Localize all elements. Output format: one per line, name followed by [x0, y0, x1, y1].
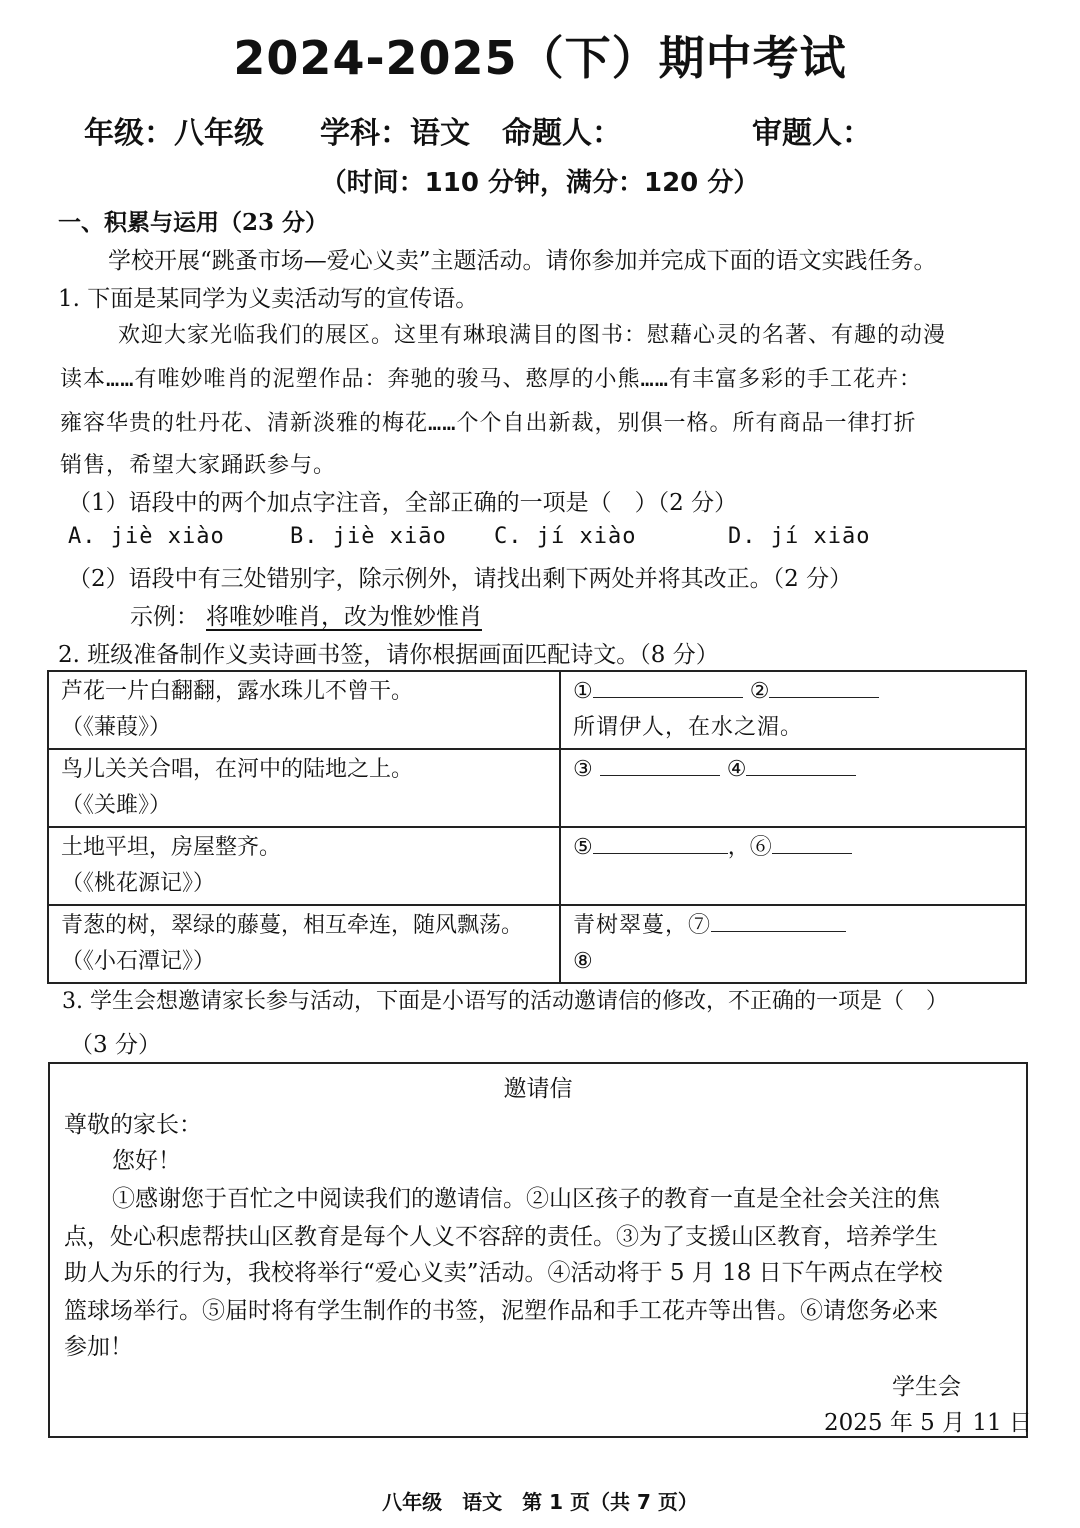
- q1-passage-line: 销售，希望大家踊跃参与。: [60, 453, 337, 478]
- table-cell-answer: [560, 827, 1026, 905]
- option-a: A. jiè xiào: [68, 524, 225, 549]
- answer-blank[interactable]: [600, 753, 720, 776]
- row-source: （《小石潭记》）: [61, 949, 216, 974]
- option-b: B. jiè xiāo: [290, 524, 447, 549]
- answer-blank[interactable]: [711, 909, 846, 932]
- example-text: 将唯妙唯肖，改为惟妙惟肖: [206, 604, 482, 630]
- letter-date: 2025 年 5 月 11 日: [824, 1410, 1032, 1436]
- table-row: [48, 749, 1026, 827]
- letter-signature: 学生会: [892, 1374, 961, 1400]
- reviewer-label: 审题人：: [752, 116, 872, 151]
- option-d: D. jí xiāo: [728, 524, 871, 549]
- q1-passage-line: 雍容华贵的牡丹花、清新淡雅的梅花……个个自出新裁，别俱一格。所有商品一律打折: [60, 411, 917, 436]
- row-source: （《蒹葭》）: [61, 715, 172, 740]
- invitation-letter: [48, 1062, 1032, 1438]
- example-label: 示例：: [130, 604, 199, 630]
- table-row: [48, 905, 1026, 983]
- section-intro: 学校开展“跳蚤市场—爱心义卖”主题活动。请你参加并完成下面的语文实践任务。: [108, 248, 937, 274]
- row-source: （《关雎》）: [61, 793, 172, 818]
- table-cell-desc: [48, 905, 560, 983]
- table-cell-desc: [48, 827, 560, 905]
- q1-sub2: （2）语段中有三处错别字，除示例外，请找出剩下两处并将其改正。（2 分）: [68, 566, 853, 592]
- letter-body-line: 点，处心积虑帮扶山区教育是每个人义不容辞的责任。③为了支援山区教育，培养学生: [64, 1224, 938, 1250]
- given-line: 所谓伊人，在水之湄。: [573, 715, 804, 740]
- q1-sub1: （1）语段中的两个加点字注音，全部正确的一项是（ ）（2 分）: [68, 490, 738, 516]
- letter-greeting: 您好！: [112, 1148, 181, 1174]
- answer-blank[interactable]: [593, 675, 743, 698]
- row-desc: 鸟儿关关合唱，在河中的陆地之上。: [61, 757, 414, 782]
- table-cell-answer: [560, 671, 1026, 749]
- option-c: C. jí xiào: [494, 524, 637, 549]
- blank-label: ①: [573, 679, 593, 704]
- grade-label: 年级：八年级: [84, 116, 264, 151]
- table-cell-answer: [560, 905, 1026, 983]
- row-source: （《桃花源记》）: [61, 871, 216, 896]
- row-desc: 芦花一片白翻翻，露水珠儿不曾干。: [61, 679, 414, 704]
- letter-body-line: 篮球场举行。⑤届时将有学生制作的书签，泥塑作品和手工花卉等出售。⑥请您务必来: [64, 1298, 938, 1324]
- time-info: （时间：110 分钟，满分：120 分）: [320, 168, 760, 198]
- row-desc: 青葱的树，翠绿的藤蔓，相互牵连，随风飘荡。: [61, 913, 524, 938]
- letter-body-line: 参加！: [64, 1334, 133, 1360]
- table-cell-desc: [48, 671, 560, 749]
- table-cell-desc: [48, 749, 560, 827]
- q3-points: （3 分）: [70, 1032, 161, 1058]
- section-heading: 一、积累与运用（23 分）: [58, 209, 329, 236]
- blank-label: 青树翠蔓，⑦: [573, 913, 712, 938]
- blank-label: ③: [573, 757, 593, 782]
- letter-body-line: 助人为乐的行为，我校将举行“爱心义卖”活动。④活动将于 5 月 18 日下午两点在学校: [64, 1260, 943, 1286]
- blank-label: ⑤: [573, 835, 593, 860]
- row-desc: 土地平坦，房屋整齐。: [61, 835, 282, 860]
- subject-label: 学科：语文: [320, 116, 470, 151]
- q1-passage-line: 读本……有唯妙唯肖的泥塑作品：奔驰的骏马、憨厚的小熊……有丰富多彩的手工花卉：: [60, 367, 922, 392]
- q1-passage-line: 欢迎大家光临我们的展区。这里有琳琅满目的图书：慰藉心灵的名著、有趣的动漫: [118, 323, 947, 348]
- q2-stem: 2. 班级准备制作义卖诗画书签，请你根据画面匹配诗文。（8 分）: [58, 642, 719, 668]
- given-line: ⑧: [573, 949, 593, 974]
- answer-blank[interactable]: [769, 675, 879, 698]
- poem-match-table: [47, 670, 1027, 984]
- letter-salutation: 尊敬的家长：: [64, 1112, 202, 1138]
- table-row: [48, 827, 1026, 905]
- page-footer: 八年级 语文 第 1 页（共 7 页）: [382, 1490, 698, 1514]
- answer-blank[interactable]: [593, 831, 728, 854]
- answer-blank[interactable]: [746, 753, 856, 776]
- q1-stem: 1. 下面是某同学为义卖活动写的宣传语。: [58, 286, 479, 312]
- answer-blank[interactable]: [772, 831, 852, 854]
- q3-stem: 3. 学生会想邀请家长参与活动，下面是小语写的活动邀请信的修改，不正确的一项是（ ）: [62, 989, 948, 1014]
- letter-body-line: ①感谢您于百忙之中阅读我们的邀请信。②山区孩子的教育一直是全社会关注的焦: [112, 1186, 940, 1212]
- setter-label: 命题人：: [502, 116, 622, 151]
- letter-title: 邀请信: [503, 1076, 573, 1102]
- blank-label: ②: [749, 679, 770, 704]
- blank-label: ，⑥: [727, 835, 772, 860]
- blank-label: ④: [726, 757, 747, 782]
- table-row: [48, 671, 1026, 749]
- exam-title: 2024-2025（下）期中考试: [233, 31, 847, 85]
- table-cell-answer: [560, 749, 1026, 827]
